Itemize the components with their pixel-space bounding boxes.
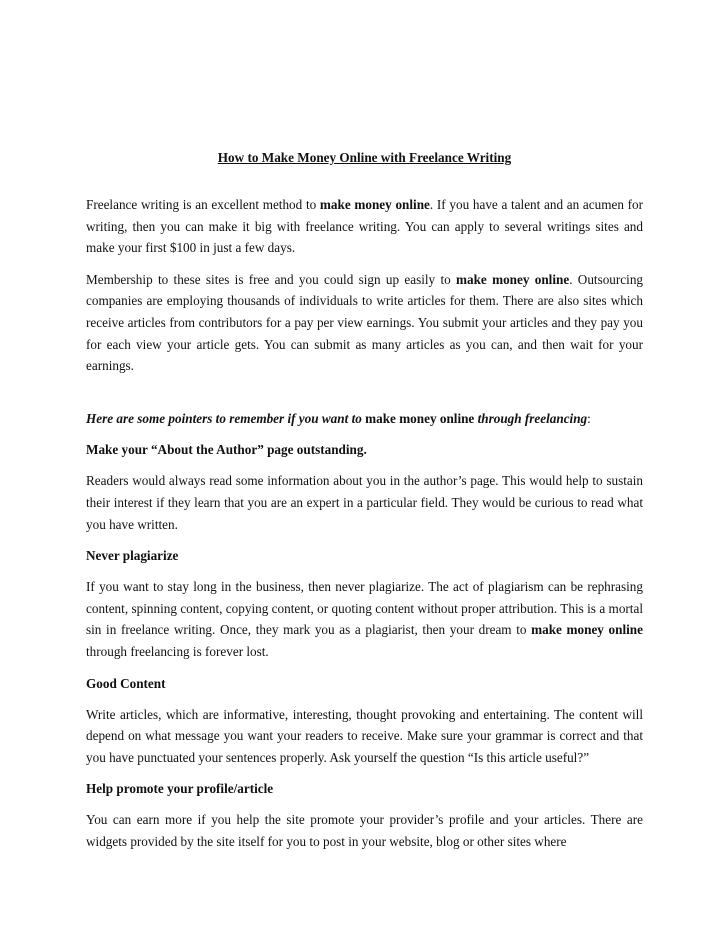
document-title <box>86 149 643 166</box>
p4-text-b: through freelancing is forever lost. <box>86 643 269 659</box>
paragraph-intro <box>86 194 643 259</box>
keyword-bold: make money online <box>319 197 430 212</box>
heading-good-content: Good Content <box>86 675 166 691</box>
paragraph-plagiarize <box>86 576 643 662</box>
p4-text-a: If you want to stay long in the business, then never plagiarize. The act of plagiarism can be rephrasing content, spinning content, copying content, or quoting content without proper attribution. This is a mortal sin in freelance writing. Once, they mark you as a plagiarist, then your dream to <box>86 579 643 638</box>
pointers-colon: : <box>587 410 591 426</box>
pointers-tail: through freelancing <box>477 410 588 426</box>
document-body <box>86 194 643 862</box>
paragraph-about-author: Readers would always read some information about you in the author’s page. This would help to sustain their interest if they learn that you are an expert in a particular field. They would be curious to read what you have written. <box>86 473 643 532</box>
title-text: How to Make Money Online with Freelance Writing <box>217 150 512 165</box>
heading-never-plagiarize: Never plagiarize <box>86 548 179 564</box>
p1-text-b: . If you have a talent and an acumen for writing, then you can make it big with freelance writing. You can apply to several writings sites and make your first $100 in just a few days. <box>86 197 643 256</box>
keyword-bold: make money online <box>361 410 478 426</box>
keyword-bold: make money online <box>531 622 643 638</box>
paragraph-promote-profile: You can earn more if you help the site promote your provider’s profile and your articles. There are widgets provided by the site itself for you to post in your website, blog or other sites where <box>86 812 643 849</box>
heading-about-author: Make your “About the Author” page outstanding. <box>86 442 367 458</box>
p2-text-a: Membership to these sites is free and you could sign up easily to <box>86 271 457 287</box>
p2-text-b: . Outsourcing companies are employing thousands of individuals to write articles for them. There are also sites which receive articles from contributors for a pay per view earnings. You submit your articles and they pay you for each view your article gets. You can submit as many articles as you can, and then wait for your earnings. <box>86 271 644 374</box>
paragraph-pointers <box>86 408 643 430</box>
heading-promote-profile: Help promote your profile/article <box>86 781 274 797</box>
paragraph-membership <box>86 269 643 377</box>
keyword-bold: make money online <box>456 271 570 287</box>
p1-text-a: Freelance writing is an excellent method to <box>86 197 320 212</box>
paragraph-good-content: Write articles, which are informative, interesting, thought provoking and entertaining. The content will depend on what message you want your readers to receive. Make sure your grammar is correct and that you have punctuated your sentences properly. Ask yourself the question “Is this article useful?” <box>86 706 643 765</box>
pointers-lead: Here are some pointers to remember if you want to <box>86 410 362 426</box>
